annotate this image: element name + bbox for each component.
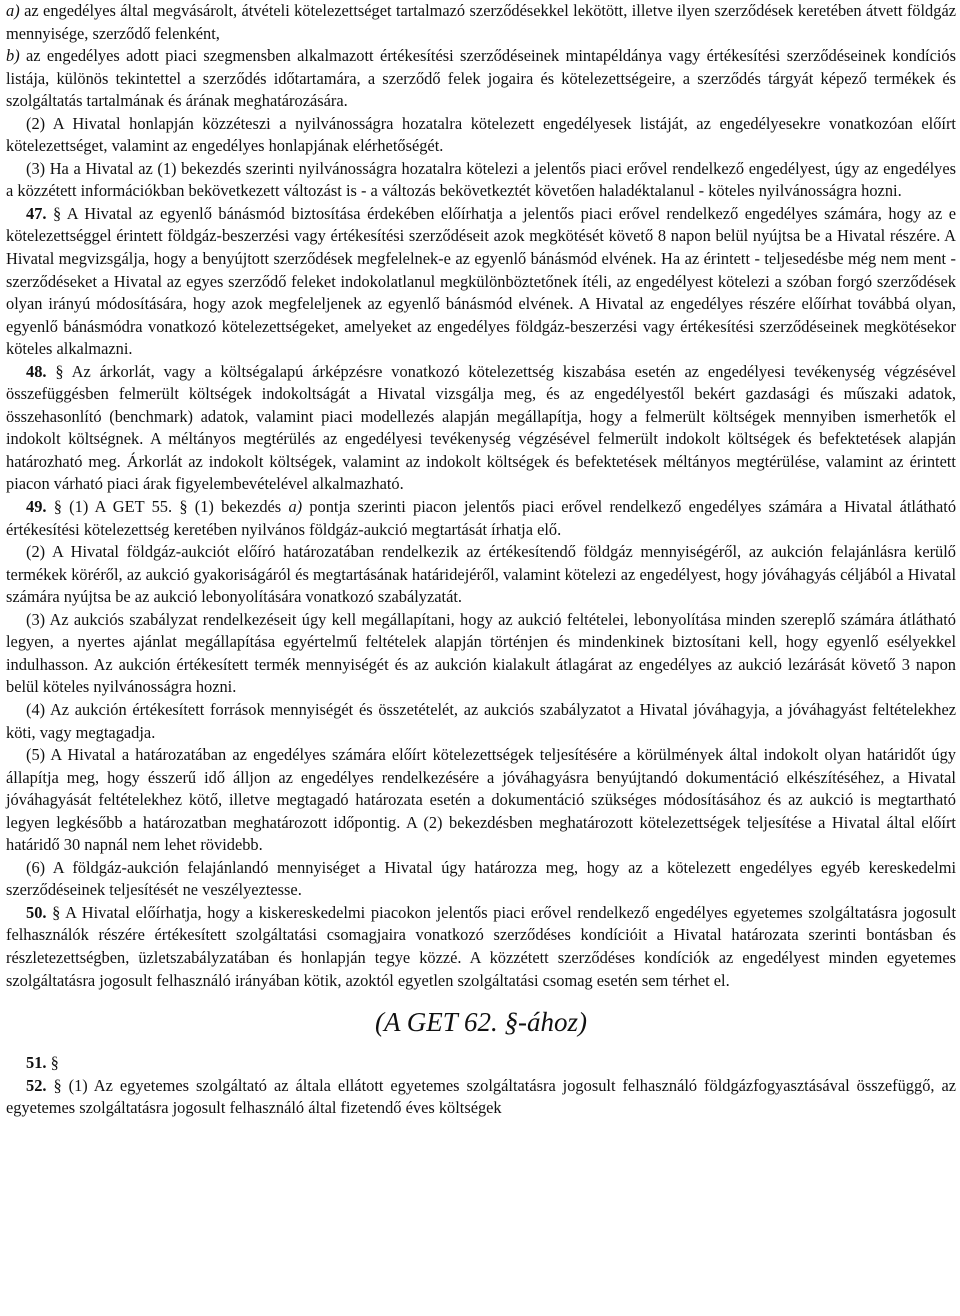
point-label: a) (288, 497, 303, 517)
section-number: 51. (26, 1053, 47, 1073)
paragraph-s49-6 (6, 857, 956, 902)
document-page (6, 0, 956, 1120)
paragraph-s50 (6, 902, 956, 992)
paragraph-text: pontja szerinti piacon jelentős piaci erővel rendelkező engedélyes számára a Hivatal átlátható értékesítési kötelezettség keretében nyilvános földgáz-aukció megtartását írhatja elő. (6, 497, 957, 539)
paragraph-s49-3 (6, 609, 956, 699)
paragraph-p2 (6, 113, 956, 158)
paragraph-text: § (1) A GET 55. § (1) bekezdés (46, 497, 289, 517)
paragraph-text: (5) A Hivatal a határozatában az engedélyes számára előírt kötelezettségek teljesítésére a körülmények által indokolt olyan határidőt úgy állapítja meg, hogy ésszerű idő álljon az engedélyes rendelkezésére a jóváhagyásra benyújtandó dokumentáció elkészítéséhez, a Hivatal jóváhagyását feltételekhez kötő, illetve megtagadó határozata esetén a dokumentáció szükséges módosításához és az aukció is megtartható legyen legkésőbb a határozatban meghatározott időpontig. A (2) bekezdésben meghatározott kötelezettségek teljesítése a Hivatal által előírt határidő 30 napnál nem lehet rövidebb. (6, 745, 956, 855)
paragraph-text: (2) A Hivatal honlapján közzéteszi a nyilvánosságra hozatalra kötelezett engedélyesek listáját, az engedélyesekre vonatkozóan előírt kötelezettséget, valamint az engedélyes honlapjának elérhetőségét. (6, 113, 956, 156)
paragraph-text: (3) Ha a Hivatal az (1) bekezdés szerinti nyilvánosságra hozatalra kötelezi a jelentős piaci erővel rendelkező engedélyest, úgy az engedélyes a közzétett információkban bekövetkezett változást is - a változás bekövetkeztét követően haladéktalanul - köteles nyilvánosságra hozni. (6, 158, 956, 201)
section-heading: (A GET 62. §-ához) (374, 1007, 587, 1038)
document-body-continued (6, 1052, 956, 1120)
paragraph-s52 (6, 1075, 956, 1120)
section-number: 47. (26, 203, 47, 223)
paragraph-text: (4) Az aukción értékesített források mennyiségét és összetételét, az aukciós szabályzatot a Hivatal jóváhagyja, a jóváhagyást feltételekhez köti, vagy megtagadja. (6, 699, 956, 742)
paragraph-text: az engedélyes adott piaci szegmensben alkalmazott értékesítési szerződéseinek mintapéldánya vagy értékesítési szerződéseinek kondíciós listája, különös tekintettel a szerződés időtartamára, a szerződő felek jogaira és kötelezettségeire, a szerződés tárgyát képező termékek és szolgáltatás tartalmának és árának meghatározására. (6, 46, 956, 111)
paragraph-text: (2) A Hivatal földgáz-aukciót előíró határozatában rendelkezik az értékesítendő földgáz mennyiségéről, az aukción felajánlásra kerülő termékek köréről, az aukció gyakoriságáról és megtartásának határidejéről, valamint kötelezi az engedélyest, hogy jóváhagyás céljából a Hivatal számára nyújtsa be az aukció lebonyolítására vonatkozó szabályzatát. (6, 542, 956, 607)
paragraph-text: § Az árkorlát, vagy a költségalapú árképzésre vonatkozó kötelezettség kiszabása esetén az engedélyesi tevékenység végzésével összefüggésben felmerült költségek indokoltságát a Hivatal vizsgálja meg, és az engedélyestől bekért gazdasági és műszaki adatok, összehasonlító (benchmark) adatok, valamint piaci modellezés alapján megállapítja, hogy a felmerült költségek mennyiben ismerhetők el indokolt költségnek. A méltányos megtérülés az engedélyesi tevékenység végzésével felmerült indokolt költségek és befektetések alapján határozható meg. Árkorlát az indokolt költségek, valamint az indokolt költségek és befektetések méltányos megtérülése, valamint az érintett piacon várható piaci árak figyelembevételével alkalmazható. (6, 361, 956, 494)
document-body (6, 0, 956, 992)
paragraph-s49 (6, 496, 956, 541)
paragraph-s48 (6, 361, 956, 496)
paragraph-b (6, 45, 956, 113)
paragraph-text: (3) Az aukciós szabályzat rendelkezéseit úgy kell megállapítani, hogy az aukció feltételei, lebonyolítása minden szereplő számára átlátható legyen, a nyertes ajánlat megállapítása egyértelmű feltételek alapján történjen és mindenkinek biztosítani kell, hogy egyenlő esélyekkel indulhasson. Az aukción értékesített termék mennyiségét és az aukción kialakult átlagárat az engedélyes az aukció lezárását követő 3 napon belül köteles nyilvánosságra hozni. (6, 609, 956, 697)
paragraph-text: az engedélyes által megvásárolt, átvételi kötelezettséget tartalmazó szerződésekkel lekötött, illetve ilyen szerződések keretében átvett földgáz mennyisége, szerződő felenként, (6, 1, 956, 43)
paragraph-text: § A Hivatal az egyenlő bánásmód biztosítása érdekében előírhatja a jelentős piaci erővel rendelkező engedélyes számára, hogy az e kötelezettséggel érintett földgáz-beszerzési vagy értékesítési szerződéseit azok megkötését követő 8 napon belül nyújtsa be a Hivatal részére. A Hivatal megvizsgálja, hogy a benyújtott szerződések megfelelnek-e az egyenlő bánásmód elvének. Ha az érintett - teljesedésbe még nem ment - szerződéseket a Hivatal az egyes szerződő feleket indokolatlanul megkülönböztetőnek ítéli, az engedélyest kötelezi a szóban forgó szerződések olyan irányú módosítására, hogy azok megfeleljenek az egyenlő bánásmód elvének. A Hivatal az engedélyes részére előírhat továbbá olyan, egyenlő bánásmódra vonatkozó kötelezettségeket, amelyeket az engedélyes földgáz-beszerzési vagy értékesítési szerződéseinek megkötésekor köteles alkalmazni. (6, 203, 956, 359)
paragraph-text: (6) A földgáz-aukción felajánlandó mennyiséget a Hivatal úgy határozza meg, hogy az a kötelezett engedélyes egyéb kereskedelmi szerződéseinek teljesítését ne veszélyeztesse. (6, 857, 956, 900)
paragraph-s49-5 (6, 744, 956, 857)
paragraph-s49-2 (6, 541, 956, 609)
paragraph-a (6, 0, 956, 45)
section-number: 50. (26, 902, 47, 922)
point-label: a) (6, 1, 20, 20)
section-number: 52. (26, 1075, 47, 1095)
section-number: 49. (26, 497, 47, 517)
section-number: 48. (26, 361, 47, 381)
point-label: b) (6, 46, 20, 66)
paragraph-text: § A Hivatal előírhatja, hogy a kiskereskedelmi piacokon jelentős piaci erővel rendelkező engedélyes egyetemes szolgáltatásra jogosult felhasználók részére értékesített szolgáltatási csomagjaira vonatkozó szerződéses kondícióit a Hivatal határozata szerinti bontásban és részletezettségben, üzletszabályzatában és honlapján tegye közzé. A közzétett szerződéses kondíciók az engedélyest minden egyetemes szolgáltatásra jogosult felhasználó irányában kötik, azoktól egyetlen szolgáltatási csomag esetén sem térhet el. (6, 902, 956, 990)
paragraph-s51 (6, 1052, 956, 1075)
paragraph-s49-4 (6, 699, 956, 744)
paragraph-text: § (46, 1053, 59, 1073)
paragraph-p3 (6, 158, 956, 203)
paragraph-s47 (6, 203, 956, 361)
paragraph-text: § (1) Az egyetemes szolgáltató az általa ellátott egyetemes szolgáltatásra jogosult felhasználó földgázfogyasztásával összefüggő, az egyetemes szolgáltatásra jogosult felhasználó által fizetendő éves költségek (6, 1075, 956, 1118)
